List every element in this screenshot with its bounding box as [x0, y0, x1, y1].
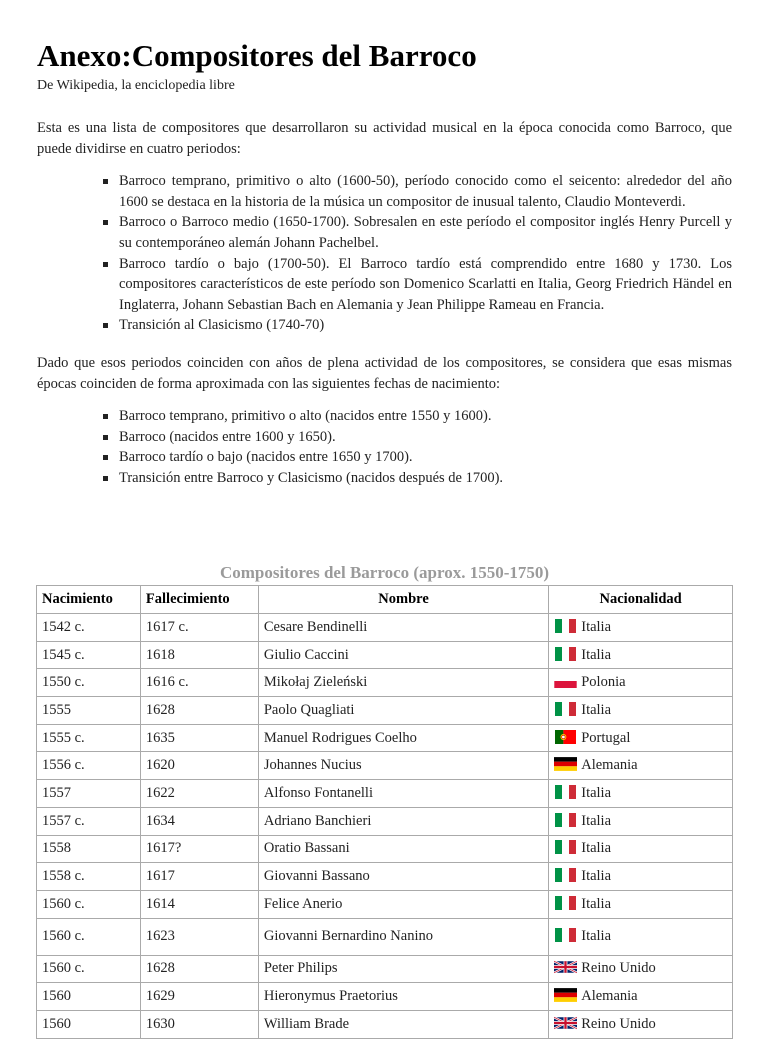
death-cell: 1614: [140, 890, 258, 918]
list-item: [119, 171, 732, 212]
death-cell: 1629: [140, 983, 258, 1011]
bullet-icon: [103, 476, 108, 481]
nationality-link[interactable]: Italia: [581, 701, 612, 718]
name-cell[interactable]: Manuel Rodrigues Coelho: [258, 724, 548, 752]
name-cell[interactable]: Cesare Bendinelli: [258, 614, 548, 642]
birth-cell: 1560: [37, 1010, 141, 1038]
birth-cell: 1557 c.: [37, 807, 141, 835]
death-cell: 1618: [140, 641, 258, 669]
italy-flag-icon: [554, 785, 577, 799]
list-item-text: Barroco (nacidos entre 1600 y 1650).: [119, 428, 336, 445]
list-item-text: Transición entre Barroco y Clasicismo (nacidos después de 1700).: [119, 469, 504, 486]
list-item-text: Barroco tardío o bajo (nacidos entre 1650 y 1700).: [119, 449, 413, 466]
italy-flag-icon: [554, 928, 577, 942]
name-cell[interactable]: Adriano Banchieri: [258, 807, 548, 835]
list-item: [119, 315, 732, 336]
page-subtitle: De Wikipedia, la enciclopedia libre: [37, 78, 235, 93]
italy-flag-icon: [554, 868, 577, 882]
name-cell[interactable]: Alfonso Fontanelli: [258, 780, 548, 808]
bullet-icon: [103, 455, 108, 460]
dates-paragraph: Dado que esos periodos coinciden con años de plena actividad de los compositores, se considera que esas mismas épocas coinciden de forma aproximada con las siguientes fechas de nacimiento:: [37, 354, 732, 392]
list-item-text: Barroco temprano, primitivo o alto (1600-50), período conocido como el seicento: alrededor del año 1600 se destaca en la historia de la música un compositor de inusual talento, Claudio Monteverdi.: [119, 173, 732, 210]
name-cell[interactable]: Giulio Caccini: [258, 641, 548, 669]
column-header-name[interactable]: Nombre: [258, 586, 548, 614]
table-row: [37, 780, 733, 808]
bullet-icon: [103, 179, 108, 184]
bullet-icon: [103, 414, 108, 419]
portugal-flag-icon: [554, 730, 577, 744]
bullet-icon: [103, 220, 108, 225]
bullet-icon: [103, 323, 108, 328]
death-cell: 1620: [140, 752, 258, 780]
birth-cell: 1558 c.: [37, 863, 141, 891]
death-cell: 1628: [140, 697, 258, 725]
list-item: [119, 212, 732, 253]
nationality-cell: [549, 983, 733, 1011]
list-item-text: Barroco tardío o bajo (1700-50). El Barroco tardío está comprendido entre 1680 y 1730. Los compositores característicos de este período son Domenico Scarlatti en Italia, Georg Friedrich Händel en Inglaterra, Johann Sebastian Bach en Alemania y Jean Philippe Rameau en Francia.: [119, 255, 732, 313]
list-item: [119, 468, 732, 489]
nationality-cell: [549, 835, 733, 863]
italy-flag-icon: [554, 702, 577, 716]
name-cell[interactable]: Hieronymus Praetorius: [258, 983, 548, 1011]
table-row: [37, 724, 733, 752]
nationality-link[interactable]: Italia: [581, 895, 612, 912]
death-cell: 1617?: [140, 835, 258, 863]
death-cell: 1617: [140, 863, 258, 891]
list-item: [119, 406, 732, 427]
death-cell: 1634: [140, 807, 258, 835]
table-row: [37, 863, 733, 891]
column-header-birth[interactable]: Nacimiento: [37, 586, 141, 614]
nationality-link[interactable]: Reino Unido: [581, 1015, 656, 1032]
nationality-link[interactable]: Italia: [581, 812, 612, 829]
table-row: [37, 918, 733, 955]
italy-flag-icon: [554, 647, 577, 661]
nationality-link[interactable]: Alemania: [581, 757, 638, 774]
birth-cell: 1557: [37, 780, 141, 808]
birth-cell: 1560 c.: [37, 890, 141, 918]
nationality-cell: [549, 955, 733, 983]
list-item-text: Barroco o Barroco medio (1650-1700). Sobresalen en este período el compositor inglés Henry Purcell y su contemporáneo alemán Johann Pachelbel.: [119, 214, 732, 251]
table-row: [37, 1010, 733, 1038]
birth-cell: 1545 c.: [37, 641, 141, 669]
intro-paragraph: Esta es una lista de compositores que desarrollaron su actividad musical en la época conocida como Barroco, que puede dividirse en cuatro periodos:: [37, 120, 732, 157]
article: [37, 36, 732, 489]
column-header-death[interactable]: Fallecimiento: [140, 586, 258, 614]
table-row: [37, 890, 733, 918]
name-cell[interactable]: Giovanni Bernardino Nanino: [258, 918, 548, 955]
table-body: [37, 614, 733, 1039]
death-cell: 1623: [140, 918, 258, 955]
italy-flag-icon: [554, 813, 577, 827]
table-row: [37, 614, 733, 642]
italy-flag-icon: [554, 896, 577, 910]
table-row: [37, 752, 733, 780]
birth-cell: 1542 c.: [37, 614, 141, 642]
nationality-cell: [549, 863, 733, 891]
list-item: [119, 254, 732, 316]
nationality-cell: [549, 752, 733, 780]
name-cell[interactable]: Johannes Nucius: [258, 752, 548, 780]
poland-flag-icon: [554, 674, 577, 688]
list-item-text: Transición al Clasicismo (1740-70): [119, 317, 325, 334]
nationality-link[interactable]: Polonia: [581, 674, 626, 691]
nationality-cell: [549, 724, 733, 752]
nationality-link[interactable]: Italia: [581, 928, 612, 945]
nationality-cell: [549, 918, 733, 955]
table-row: [37, 641, 733, 669]
birth-cell: 1556 c.: [37, 752, 141, 780]
bullet-icon: [103, 435, 108, 440]
nationality-cell: [549, 669, 733, 697]
birth-cell: 1555: [37, 697, 141, 725]
birth-cell: 1555 c.: [37, 724, 141, 752]
table-row: [37, 983, 733, 1011]
germany-flag-icon: [554, 988, 577, 1002]
name-cell[interactable]: Giovanni Bassano: [258, 863, 548, 891]
birth-cell: 1550 c.: [37, 669, 141, 697]
nationality-cell: [549, 780, 733, 808]
birth-cell: 1558: [37, 835, 141, 863]
name-cell[interactable]: Mikołaj Zieleński: [258, 669, 548, 697]
uk-flag-icon: [554, 1016, 577, 1030]
composers-table: [36, 585, 733, 1039]
nationality-cell: [549, 697, 733, 725]
death-cell: 1628: [140, 955, 258, 983]
death-cell: 1630: [140, 1010, 258, 1038]
nationality-link[interactable]: Italia: [581, 618, 612, 635]
table-row: [37, 697, 733, 725]
nationality-cell: [549, 614, 733, 642]
name-cell[interactable]: Oratio Bassani: [258, 835, 548, 863]
nationality-link[interactable]: Italia: [581, 784, 612, 801]
nationality-link[interactable]: Italia: [581, 840, 612, 857]
italy-flag-icon: [554, 619, 577, 633]
name-cell[interactable]: Paolo Quagliati: [258, 697, 548, 725]
list-item: [119, 427, 732, 448]
nationality-link[interactable]: Italia: [581, 646, 612, 663]
nationality-cell: [549, 1010, 733, 1038]
name-cell[interactable]: Peter Philips: [258, 955, 548, 983]
bullet-icon: [103, 262, 108, 267]
nationality-link[interactable]: Alemania: [581, 988, 638, 1005]
periods-list: [37, 171, 732, 336]
list-item: [119, 447, 732, 468]
table-row: [37, 807, 733, 835]
nationality-link[interactable]: Reino Unido: [581, 960, 656, 977]
table-row: [37, 955, 733, 983]
death-cell: 1617 c.: [140, 614, 258, 642]
column-header-nationality[interactable]: Nacionalidad: [549, 586, 733, 614]
nationality-cell: [549, 641, 733, 669]
list-item-text: Barroco temprano, primitivo o alto (nacidos entre 1550 y 1600).: [119, 408, 492, 425]
uk-flag-icon: [554, 960, 577, 974]
italy-flag-icon: [554, 840, 577, 854]
nationality-cell: [549, 807, 733, 835]
name-cell[interactable]: Felice Anerio: [258, 890, 548, 918]
table-row: [37, 669, 733, 697]
death-cell: 1635: [140, 724, 258, 752]
name-cell[interactable]: William Brade: [258, 1010, 548, 1038]
nationality-link[interactable]: Portugal: [581, 729, 631, 746]
nationality-cell: [549, 890, 733, 918]
germany-flag-icon: [554, 757, 577, 771]
death-cell: 1622: [140, 780, 258, 808]
page-title: Anexo:Compositores del Barroco: [37, 38, 477, 73]
birth-cell: 1560 c.: [37, 918, 141, 955]
table-row: [37, 835, 733, 863]
birth-cell: 1560: [37, 983, 141, 1011]
table-header-row: [37, 586, 733, 614]
death-cell: 1616 c.: [140, 669, 258, 697]
table-caption: Compositores del Barroco (aprox. 1550-1750): [219, 563, 550, 582]
nationality-link[interactable]: Italia: [581, 868, 612, 885]
birth-periods-list: [37, 406, 732, 488]
birth-cell: 1560 c.: [37, 955, 141, 983]
